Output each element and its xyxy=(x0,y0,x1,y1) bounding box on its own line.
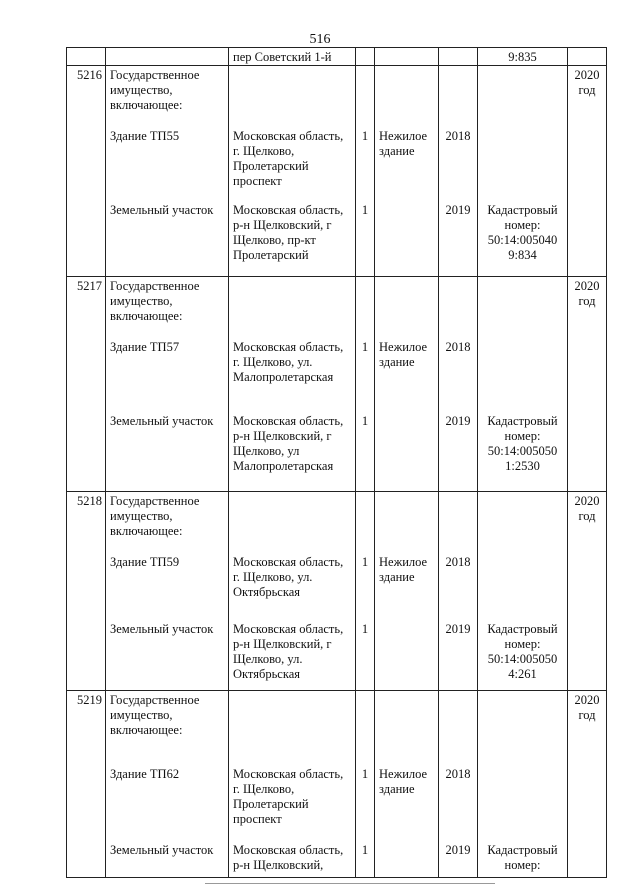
cell-address: Московская область, р-н Щелковский, г Щелково, ул Малопролетарская xyxy=(229,412,356,492)
cell-name: Здание ТП55 xyxy=(106,127,229,201)
cell-period xyxy=(568,765,607,841)
group-header-row xyxy=(67,691,607,766)
continuation-row xyxy=(67,48,607,66)
cell-name: Земельный участок xyxy=(106,620,229,691)
cell-type xyxy=(375,277,439,339)
cell-year: 2019 xyxy=(439,412,478,492)
cell-name: Здание ТП62 xyxy=(106,765,229,841)
cell-qty xyxy=(356,492,375,554)
cell-year: 2019 xyxy=(439,201,478,277)
cell-number xyxy=(67,127,106,201)
cell-note xyxy=(478,492,568,554)
cell-address xyxy=(229,277,356,339)
cell-address xyxy=(229,691,356,766)
cell-number: 5219 xyxy=(67,691,106,766)
cell-name: Земельный участок xyxy=(106,201,229,277)
cell-qty: 1 xyxy=(356,338,375,412)
cell-note xyxy=(478,66,568,128)
cell-number xyxy=(67,48,106,66)
cell-year: 2018 xyxy=(439,765,478,841)
cell-year xyxy=(439,66,478,128)
item-row xyxy=(67,412,607,492)
cell-period xyxy=(568,553,607,620)
cell-type: Нежилое здание xyxy=(375,127,439,201)
cell-type: Нежилое здание xyxy=(375,553,439,620)
cell-number: 5216 xyxy=(67,66,106,128)
cell-type: Нежилое здание xyxy=(375,338,439,412)
property-table xyxy=(66,47,607,878)
cell-note xyxy=(478,765,568,841)
cell-qty: 1 xyxy=(356,127,375,201)
cell-number xyxy=(67,412,106,492)
cell-number: 5218 xyxy=(67,492,106,554)
cell-type: Нежилое здание xyxy=(375,765,439,841)
cell-year: 2018 xyxy=(439,127,478,201)
cell-note: 9:835 xyxy=(478,48,568,66)
cell-note xyxy=(478,127,568,201)
cell-year: 2018 xyxy=(439,338,478,412)
group-header-row xyxy=(67,277,607,339)
cell-qty xyxy=(356,48,375,66)
cell-period: 2020 год xyxy=(568,66,607,128)
cell-type xyxy=(375,620,439,691)
cell-note: Кадастровый номер: xyxy=(478,841,568,878)
group-header-row xyxy=(67,66,607,128)
cell-address: Московская область, г. Щелково, ул. Октябрьская xyxy=(229,553,356,620)
cell-period xyxy=(568,201,607,277)
cell-period: 2020 год xyxy=(568,492,607,554)
cell-number: 5217 xyxy=(67,277,106,339)
item-row xyxy=(67,201,607,277)
cell-period xyxy=(568,620,607,691)
cell-note: Кадастровый номер: 50:14:005050 1:2530 xyxy=(478,412,568,492)
cell-year: 2018 xyxy=(439,553,478,620)
cell-name: Земельный участок xyxy=(106,841,229,878)
cell-name: Государственное имущество, включающее: xyxy=(106,66,229,128)
cell-period xyxy=(568,48,607,66)
registry-sheet xyxy=(66,47,606,872)
cell-qty: 1 xyxy=(356,841,375,878)
footer-rule xyxy=(205,883,495,884)
cell-address: Московская область, г. Щелково, Пролетарский проспект xyxy=(229,765,356,841)
item-row xyxy=(67,841,607,878)
cell-address: Московская область, р-н Щелковский, xyxy=(229,841,356,878)
cell-number xyxy=(67,841,106,878)
cell-year xyxy=(439,691,478,766)
cell-number xyxy=(67,553,106,620)
cell-number xyxy=(67,765,106,841)
cell-note: Кадастровый номер: 50:14:005040 9:834 xyxy=(478,201,568,277)
cell-number xyxy=(67,201,106,277)
cell-qty: 1 xyxy=(356,553,375,620)
cell-name: Здание ТП59 xyxy=(106,553,229,620)
cell-qty: 1 xyxy=(356,201,375,277)
item-row xyxy=(67,127,607,201)
cell-year xyxy=(439,277,478,339)
cell-qty xyxy=(356,277,375,339)
cell-type xyxy=(375,691,439,766)
cell-year xyxy=(439,492,478,554)
table-body xyxy=(67,48,607,878)
cell-year xyxy=(439,48,478,66)
cell-note xyxy=(478,277,568,339)
item-row xyxy=(67,765,607,841)
cell-qty xyxy=(356,66,375,128)
cell-period xyxy=(568,841,607,878)
page-number: 516 xyxy=(309,32,331,47)
cell-address xyxy=(229,66,356,128)
cell-address: Московская область, р-н Щелковский, г Щелково, пр-кт Пролетарский xyxy=(229,201,356,277)
cell-address: Московская область, г. Щелково, ул. Малопролетарская xyxy=(229,338,356,412)
item-row xyxy=(67,553,607,620)
cell-qty: 1 xyxy=(356,412,375,492)
cell-note xyxy=(478,553,568,620)
cell-period xyxy=(568,338,607,412)
cell-qty: 1 xyxy=(356,765,375,841)
cell-note: Кадастровый номер: 50:14:005050 4:261 xyxy=(478,620,568,691)
cell-type xyxy=(375,201,439,277)
cell-note xyxy=(478,338,568,412)
cell-address: пер Советский 1-й xyxy=(229,48,356,66)
cell-type xyxy=(375,841,439,878)
cell-name xyxy=(106,48,229,66)
cell-number xyxy=(67,620,106,691)
cell-period: 2020 год xyxy=(568,691,607,766)
cell-name: Земельный участок xyxy=(106,412,229,492)
cell-name: Государственное имущество, включающее: xyxy=(106,691,229,766)
cell-period xyxy=(568,412,607,492)
cell-type xyxy=(375,48,439,66)
item-row xyxy=(67,620,607,691)
cell-qty xyxy=(356,691,375,766)
cell-qty: 1 xyxy=(356,620,375,691)
cell-address xyxy=(229,492,356,554)
cell-address: Московская область, г. Щелково, Пролетарский проспект xyxy=(229,127,356,201)
cell-period: 2020 год xyxy=(568,277,607,339)
cell-number xyxy=(67,338,106,412)
cell-type xyxy=(375,66,439,128)
cell-year: 2019 xyxy=(439,841,478,878)
cell-type xyxy=(375,492,439,554)
cell-type xyxy=(375,412,439,492)
cell-name: Здание ТП57 xyxy=(106,338,229,412)
cell-name: Государственное имущество, включающее: xyxy=(106,277,229,339)
cell-name: Государственное имущество, включающее: xyxy=(106,492,229,554)
cell-period xyxy=(568,127,607,201)
item-row xyxy=(67,338,607,412)
cell-year: 2019 xyxy=(439,620,478,691)
group-header-row xyxy=(67,492,607,554)
cell-address: Московская область, р-н Щелковский, г Щелково, ул. Октябрьская xyxy=(229,620,356,691)
cell-note xyxy=(478,691,568,766)
